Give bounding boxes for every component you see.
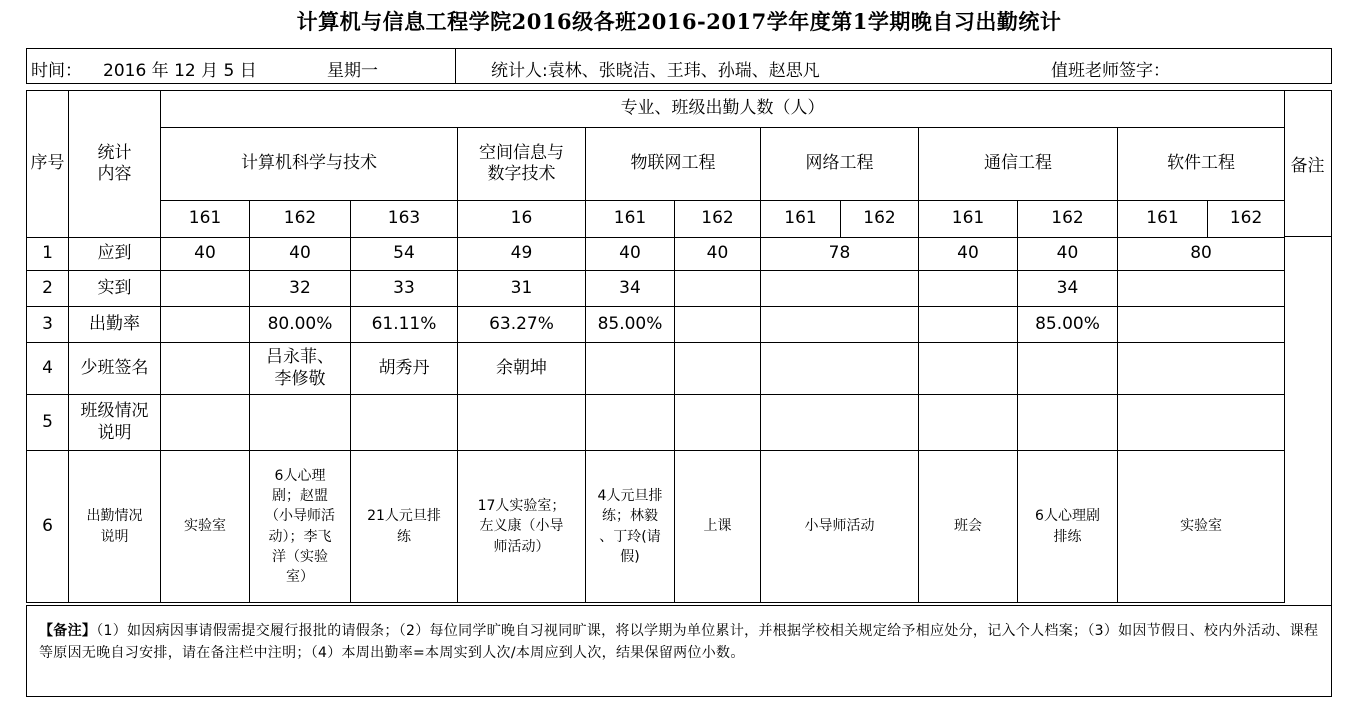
major-network: 网络工程 bbox=[761, 128, 919, 201]
data-cell bbox=[1118, 395, 1285, 451]
data-cell bbox=[351, 395, 458, 451]
major-cs: 计算机科学与技术 bbox=[161, 128, 458, 201]
data-cell: 34 bbox=[1018, 271, 1118, 307]
data-cell: 54 bbox=[351, 238, 458, 271]
data-cell bbox=[675, 271, 761, 307]
data-cell: 49 bbox=[458, 238, 586, 271]
table-row bbox=[27, 271, 1285, 307]
data-cell: 85.00% bbox=[586, 307, 675, 343]
data-cell: 80 bbox=[1118, 238, 1285, 271]
notes-label: 【备注】 bbox=[39, 623, 97, 639]
header-remark: 备注 bbox=[1284, 90, 1332, 237]
class-header: 162 bbox=[1208, 201, 1285, 238]
data-cell: 实验室 bbox=[1118, 451, 1285, 603]
major-comm: 通信工程 bbox=[919, 128, 1118, 201]
data-cell: 31 bbox=[458, 271, 586, 307]
data-cell: 小导师活动 bbox=[761, 451, 919, 603]
row-number: 4 bbox=[27, 343, 69, 395]
class-header: 161 bbox=[586, 201, 675, 238]
data-cell: 余朝坤 bbox=[458, 343, 586, 395]
class-header: 161 bbox=[161, 201, 250, 238]
data-cell: 61.11% bbox=[351, 307, 458, 343]
class-header: 162 bbox=[675, 201, 761, 238]
row-number: 6 bbox=[27, 451, 69, 603]
data-cell bbox=[1118, 343, 1285, 395]
data-cell bbox=[761, 307, 919, 343]
teacher-sign-label: 值班老师签字： bbox=[1051, 61, 1170, 81]
data-cell bbox=[1118, 307, 1285, 343]
data-cell: 85.00% bbox=[1018, 307, 1118, 343]
major-spatial: 空间信息与 数字技术 bbox=[458, 128, 586, 201]
table-row bbox=[27, 343, 1285, 395]
class-header: 162 bbox=[1018, 201, 1118, 238]
data-cell: 6人心理剧 排练 bbox=[1018, 451, 1118, 603]
row-number: 2 bbox=[27, 271, 69, 307]
class-header: 162 bbox=[841, 201, 919, 238]
data-cell bbox=[919, 271, 1018, 307]
data-cell: 胡秀丹 bbox=[351, 343, 458, 395]
data-cell: 6人心理 剧；赵盟 （小导师活 动）；李飞 洋（实验 室） bbox=[250, 451, 351, 603]
data-cell bbox=[761, 395, 919, 451]
class-header: 163 bbox=[351, 201, 458, 238]
data-cell bbox=[761, 343, 919, 395]
header-content: 统计 内容 bbox=[69, 91, 161, 238]
data-cell bbox=[675, 395, 761, 451]
data-cell: 40 bbox=[161, 238, 250, 271]
data-cell bbox=[1018, 395, 1118, 451]
divider bbox=[455, 49, 456, 83]
major-iot: 物联网工程 bbox=[586, 128, 761, 201]
table-row bbox=[27, 307, 1285, 343]
table-row bbox=[27, 395, 1285, 451]
table-row bbox=[27, 238, 1285, 271]
time-label: 时间： bbox=[31, 61, 82, 81]
data-cell bbox=[1118, 271, 1285, 307]
data-cell bbox=[161, 395, 250, 451]
data-cell: 32 bbox=[250, 271, 351, 307]
data-cell: 实验室 bbox=[161, 451, 250, 603]
data-cell: 78 bbox=[761, 238, 919, 271]
data-cell bbox=[161, 271, 250, 307]
data-cell: 40 bbox=[586, 238, 675, 271]
data-cell: 吕永菲、 李修敬 bbox=[250, 343, 351, 395]
data-cell bbox=[675, 307, 761, 343]
class-header: 161 bbox=[761, 201, 841, 238]
row-label: 实到 bbox=[69, 271, 161, 307]
table-row bbox=[27, 451, 1285, 603]
header-group: 专业、班级出勤人数（人） bbox=[161, 91, 1285, 128]
data-cell bbox=[161, 307, 250, 343]
class-header: 16 bbox=[458, 201, 586, 238]
attendance-table bbox=[26, 90, 1285, 603]
data-cell bbox=[250, 395, 351, 451]
major-software: 软件工程 bbox=[1118, 128, 1285, 201]
data-cell: 40 bbox=[919, 238, 1018, 271]
data-cell bbox=[161, 343, 250, 395]
row-number: 5 bbox=[27, 395, 69, 451]
notes-box bbox=[26, 605, 1332, 697]
data-cell bbox=[919, 343, 1018, 395]
data-cell bbox=[761, 271, 919, 307]
data-cell: 21人元旦排 练 bbox=[351, 451, 458, 603]
data-cell: 63.27% bbox=[458, 307, 586, 343]
row-label: 出勤率 bbox=[69, 307, 161, 343]
data-cell: 34 bbox=[586, 271, 675, 307]
table-right-border bbox=[1331, 237, 1332, 605]
data-cell: 40 bbox=[1018, 238, 1118, 271]
data-cell: 上课 bbox=[675, 451, 761, 603]
notes-text: （1）如因病因事请假需提交履行报批的请假条；（2）每位同学旷晚自习视同旷课，将以学期为单位累计，并根据学校相关规定给予相应处分，记入个人档案；（3）如因节假日、校内外活动、课程等原因无晚自习安排，请在备注栏中注明；（4）本周出勤率=本周实到人次/本周应到人次，结果保留两位小数。 bbox=[39, 623, 1319, 661]
header-seq: 序号 bbox=[27, 91, 69, 238]
class-header: 161 bbox=[1118, 201, 1208, 238]
info-bar bbox=[26, 48, 1332, 84]
row-label: 班级情况 说明 bbox=[69, 395, 161, 451]
data-cell bbox=[675, 343, 761, 395]
data-cell bbox=[919, 395, 1018, 451]
data-cell: 17人实验室； 左义康（小导 师活动） bbox=[458, 451, 586, 603]
class-header: 162 bbox=[250, 201, 351, 238]
row-label: 应到 bbox=[69, 238, 161, 271]
data-cell: 班会 bbox=[919, 451, 1018, 603]
row-label: 出勤情况 说明 bbox=[69, 451, 161, 603]
data-cell: 80.00% bbox=[250, 307, 351, 343]
counters-text: 统计人:袁林、张晓洁、王玮、孙瑞、赵思凡 bbox=[491, 61, 820, 81]
row-label: 少班签名 bbox=[69, 343, 161, 395]
row-number: 3 bbox=[27, 307, 69, 343]
date-text: 2016 年 12 月 5 日 bbox=[103, 61, 257, 81]
row-number: 1 bbox=[27, 238, 69, 271]
data-cell bbox=[1018, 343, 1118, 395]
data-cell bbox=[586, 395, 675, 451]
data-cell bbox=[919, 307, 1018, 343]
class-header: 161 bbox=[919, 201, 1018, 238]
data-cell bbox=[586, 343, 675, 395]
data-cell bbox=[458, 395, 586, 451]
page-title: 计算机与信息工程学院2016级各班2016-2017学年度第1学期晚自习出勤统计 bbox=[296, 9, 1062, 34]
data-cell: 4人元旦排 练；林毅 、丁玲(请 假) bbox=[586, 451, 675, 603]
data-cell: 40 bbox=[250, 238, 351, 271]
data-cell: 33 bbox=[351, 271, 458, 307]
weekday-text: 星期一 bbox=[327, 61, 378, 81]
data-cell: 40 bbox=[675, 238, 761, 271]
